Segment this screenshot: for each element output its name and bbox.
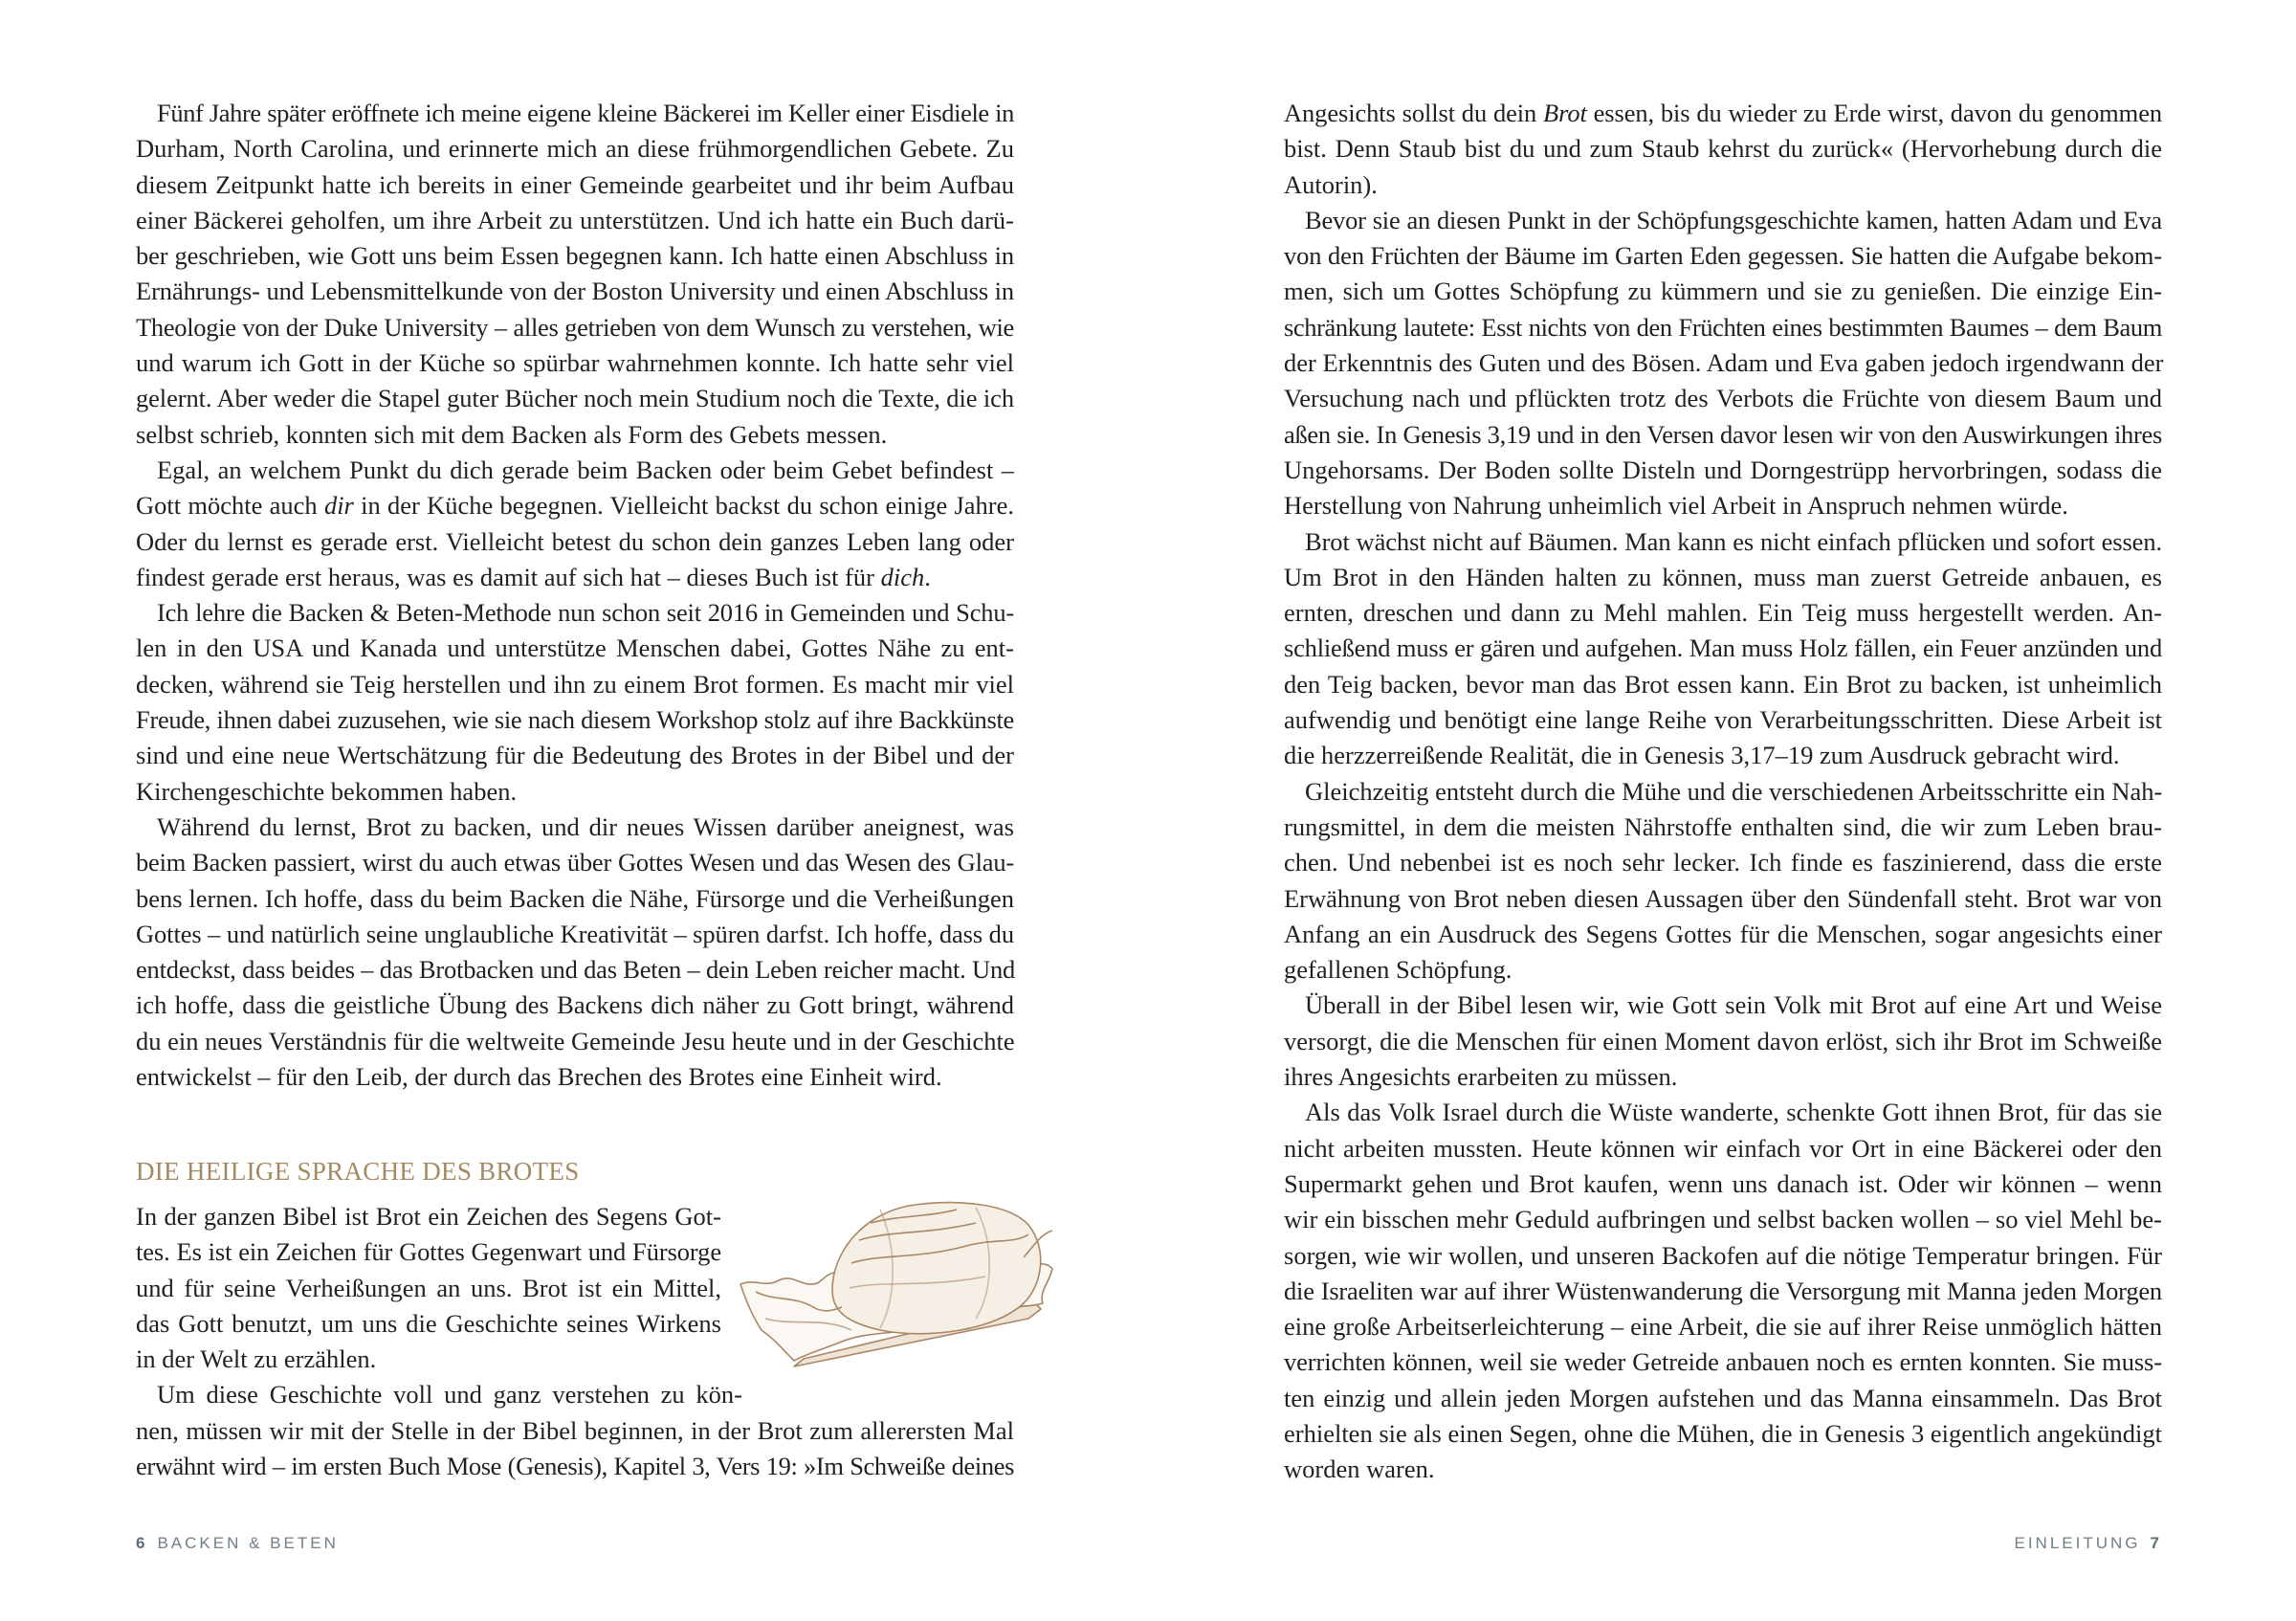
text-line: Supermarkt gehen und Brot kaufen, wenn uns danach ist. Oder wir können – wenn (1284, 1168, 2162, 1198)
text-line: In der ganzen Bibel ist Brot ein Zeichen des Segens Got- (136, 1202, 721, 1231)
emphasis: Brot (1543, 99, 1587, 127)
text-line: die Israeliten war auf ihrer Wüstenwanderung die Versorgung mit Manna jeden Morgen (1284, 1276, 2162, 1305)
text-line: Versuchung nach und pflückten trotz des Verbots die Früchte von diesem Baum und (1284, 384, 2162, 413)
text-line: Kirchengeschichte bekommen haben. (136, 776, 518, 806)
text-line: du ein neues Verständnis für die weltweite Gemeinde Jesu heute und in der Geschichte (136, 1026, 1015, 1055)
text-line: sorgen, wie wir wollen, und unseren Backofen auf die nötige Temperatur bringen. Für (1284, 1240, 2162, 1270)
text-line: Ich lehre die Backen & Beten-Methode nun schon seit 2016 in Gemeinden und Schu- (157, 598, 1014, 628)
page-number: 6 (136, 1534, 148, 1552)
text-line: wir ein bisschen mehr Geduld aufbringen und selbst backen wollen – so viel Mehl be- (1284, 1205, 2162, 1234)
text-line: Bevor sie an diesen Punkt in der Schöpfungsgeschichte kamen, hatten Adam und Eva (1305, 205, 2162, 234)
text-line: und warum ich Gott in der Küche so spürbar wahrnehmen konnte. Ich hatte sehr viel (136, 348, 1014, 378)
left-folio (136, 1534, 339, 1553)
text-line: schließend muss er gären und aufgehen. Man muss Holz fällen, ein Feuer anzünden und (1284, 633, 2162, 663)
text-line: decken, während sie Teig herstellen und ihn zu einem Brot formen. Es macht mir viel (136, 669, 1014, 699)
text-line: das Gott benutzt, um uns die Geschichte seines Wirkens (136, 1308, 721, 1338)
text-line: tes. Es ist ein Zeichen für Gottes Gegenwart und Fürsorge (136, 1237, 721, 1267)
paragraph (1284, 774, 2162, 988)
text-run: Angesichts sollst du dein (1284, 99, 1544, 127)
text-line: die herzzerreißende Realität, die in Genesis 3,17–19 zum Ausdruck gebracht wird. (1284, 741, 2120, 770)
text-run: in der Küche begegnen. Vielleicht backst du schon einige Jahre. (353, 491, 1015, 521)
text-line: ber geschrieben, wie Gott uns beim Essen begegnen kann. Ich hatte einen Abschluss in (136, 241, 1014, 271)
text-line: aufwendig und benötigt eine lange Reihe von Verarbeitungsschritten. Diese Arbeit ist (1284, 705, 2162, 735)
text-line: ernten, dreschen und dann zu Mehl mahlen. Ein Teig muss hergestellt werden. An- (1284, 598, 2162, 628)
text-line: bist. Denn Staub bist du und zum Staub kehrst du zurück« (Hervorhebung durch die (1284, 134, 2162, 164)
text-line: Theologie von der Duke University – alles getrieben von dem Wunsch zu verstehen, wie (136, 312, 1014, 342)
text-run: . (924, 562, 931, 591)
paragraph (136, 453, 1014, 595)
text-line: ten einzig und allein jeden Morgen aufstehen und das Manna einsammeln. Das Brot (1284, 1383, 2162, 1412)
paragraph (1284, 1095, 2162, 1487)
text-line: Ernährungs- und Lebensmittelkunde von der Boston University und einen Abschluss in (136, 277, 1014, 306)
text-line: sind und eine neue Wertschätzung für die Bedeutung des Brotes in der Bibel und der (136, 741, 1014, 770)
text-line: Um Brot in den Händen halten zu können, muss man zuerst Getreide anbauen, es (1284, 562, 2162, 591)
text-line: gelernt. Aber weder die Stapel guter Bücher noch mein Studium noch die Texte, die ich (136, 384, 1014, 413)
paragraph (1284, 96, 2162, 203)
text-line: worden waren. (1284, 1454, 1435, 1484)
text-line: nen, müssen wir mit der Stelle in der Bibel beginnen, in der Brot zum allerersten Mal (136, 1415, 1014, 1445)
running-title: BACKEN & BETEN (157, 1534, 339, 1552)
text-line: beim Backen passiert, wirst du auch etwas über Gottes Wesen und das Wesen des Glau- (136, 848, 1014, 877)
text-line: rungsmittel, in dem die meisten Nährstoffe enthalten sind, die wir zum Leben brau- (1284, 811, 2162, 841)
text-line: men, sich um Gottes Schöpfung zu kümmern und sie zu genießen. Die einzige Ein- (1284, 277, 2162, 306)
text-line: der Erkenntnis des Guten und des Bösen. Adam und Eva gaben jedoch irgendwann der (1284, 348, 2164, 378)
text-line: Erwähnung von Brot neben diesen Aussagen über den Sündenfall steht. Brot war von (1284, 883, 2162, 913)
text-line: Ungehorsams. Der Boden sollte Disteln und Dorngestrüpp hervorbringen, sodass die (1284, 455, 2162, 484)
text-line: Brot wächst nicht auf Bäumen. Man kann es nicht einfach pflücken und sofort essen. (1305, 526, 2162, 556)
text-line: erhielten sie als einen Segen, ohne die Mühen, die in Genesis 3 eigentlich angekündigt (1284, 1418, 2162, 1448)
text-line: Fünf Jahre später eröffnete ich meine eigene kleine Bäckerei im Keller einer Eisdiele in (157, 99, 1014, 127)
emphasis: dir (323, 491, 354, 521)
text-line: bens lernen. Ich hoffe, dass du beim Backen die Nähe, Fürsorge und die Verheißungen (136, 883, 1014, 913)
text-line: Während du lernst, Brot zu backen, und dir neues Wissen darüber aneignest, was (157, 811, 1014, 841)
text-run: Gott möchte auch (136, 491, 324, 521)
text-line: ich hoffe, dass die geistliche Übung des Backens dich näher zu Gott bringt, während (136, 990, 1014, 1020)
text-line: Autorin). (1284, 169, 1378, 199)
text-line: einer Bäckerei geholfen, um ihre Arbeit zu unterstützen. Und ich hatte ein Buch darü- (136, 205, 1014, 234)
page-number: 7 (2150, 1534, 2162, 1552)
text-line: den Teig backen, bevor man das Brot essen kann. Ein Brot zu backen, ist unheimlich (1284, 669, 2162, 699)
emphasis: dich (880, 562, 925, 591)
text-line: ihres Angesichts erarbeiten zu müssen. (1284, 1062, 1678, 1092)
body-text (1284, 96, 2162, 1488)
text-line: nicht arbeiten mussten. Heute können wir einfach vor Ort in eine Bäckerei oder den (1284, 1133, 2162, 1163)
text-line (136, 560, 1014, 595)
text-line: selbst schrieb, konnten sich mit dem Backen als Form des Gebets messen. (136, 419, 888, 449)
text-line (1284, 96, 2162, 131)
text-line: Egal, an welchem Punkt du dich gerade beim Backen oder beim Gebet befindest – (157, 455, 1014, 484)
text-line: Überall in der Bibel lesen wir, wie Gott sein Volk mit Brot auf eine Art und Weise (1305, 990, 2162, 1020)
text-line: Freude, ihnen dabei zuzusehen, wie sie nach diesem Workshop stolz auf ihre Backkünste (136, 705, 1014, 735)
text-run: findest gerade erst heraus, was es damit auf sich hat – dieses Buch ist für (136, 562, 881, 591)
text-line: Als das Volk Israel durch die Wüste wanderte, schenkte Gott ihnen Brot, für das sie (1305, 1098, 2162, 1127)
text-line: Durham, North Carolina, und erinnerte mich an diese frühmorgendlichen Gebete. Zu (136, 134, 1014, 164)
paragraph (1284, 524, 2162, 774)
text-line: len in den USA und Kanada und unterstütze Menschen dabei, Gottes Nähe zu ent- (136, 633, 1014, 663)
running-title: EINLEITUNG (2014, 1534, 2141, 1552)
text-line: Gleichzeitig entsteht durch die Mühe und die verschiedenen Arbeitsschritte ein Nah- (1305, 776, 2163, 806)
right-folio (2015, 1534, 2163, 1553)
text-line: chen. Und nebenbei ist es noch sehr lecker. Ich finde es faszinierend, dass die erste (1284, 848, 2162, 877)
paragraph (136, 595, 1014, 810)
body-text (136, 96, 1014, 1095)
section-heading: DIE HEILIGE SPRACHE DES BROTES (136, 1157, 580, 1186)
text-line: versorgt, die die Menschen für einen Moment davon erlöst, sich ihr Brot im Schweiße (1284, 1026, 2162, 1055)
text-line: in der Welt zu erzählen. (136, 1344, 377, 1374)
text-line: Herstellung von Nahrung unheimlich viel Arbeit in Anspruch nehmen würde. (1284, 491, 2068, 521)
paragraph (1284, 988, 2162, 1095)
text-run: essen, bis du wieder zu Erde wirst, davon du genommen (1586, 99, 2163, 127)
text-line: entdeckst, dass beides – das Brotbacken und das Beten – dein Leben reicher macht. Und (136, 955, 1016, 985)
right-page (1148, 0, 2296, 1621)
text-line: diesem Zeitpunkt hatte ich bereits in einer Gemeinde gearbeitet und ihr beim Aufbau (136, 169, 1014, 199)
text-line: Oder du lernst es gerade erst. Vielleicht betest du schon dein ganzes Leben lang oder (136, 526, 1014, 556)
text-line: Um diese Geschichte voll und ganz verstehen zu kön- (157, 1380, 742, 1410)
text-line (136, 488, 1014, 523)
bread-loaf-illustration (737, 1196, 1057, 1378)
text-line: aßen sie. In Genesis 3,19 und in den Versen davor lesen wir von den Auswirkungen ihres (1284, 419, 2162, 449)
text-line: gefallenen Schöpfung. (1284, 955, 1512, 985)
text-line: schränkung lautete: Esst nichts von den Früchten eines bestimmten Baumes – dem Baum (1284, 312, 2162, 342)
text-line: Gottes – und natürlich seine unglaubliche Kreativität – spüren darfst. Ich hoffe, dass du (136, 919, 1014, 948)
paragraph (136, 1377, 1014, 1484)
text-line: erwähnt wird – im ersten Buch Mose (Genesis), Kapitel 3, Vers 19: »Im Schweiße deines (136, 1452, 1014, 1481)
text-line: Anfang an ein Ausdruck des Segens Gottes für die Menschen, sogar angesichts einer (1284, 919, 2162, 948)
paragraph (1284, 203, 2162, 524)
text-line: eine große Arbeitserleichterung – eine Arbeit, die sie auf ihrer Reise unmöglich hätten (1284, 1312, 2162, 1342)
paragraph (136, 96, 1014, 453)
text-line: verrichten können, weil sie weder Getreide anbauen noch es ernten konnten. Sie muss- (1284, 1347, 2162, 1377)
text-line: entwickelst – für den Leib, der durch das Brechen des Brotes eine Einheit wird. (136, 1062, 942, 1092)
paragraph (136, 810, 1014, 1095)
text-line: und für seine Verheißungen an uns. Brot ist ein Mittel, (136, 1273, 721, 1302)
text-line: von den Früchten der Bäume im Garten Eden gegessen. Sie hatten die Aufgabe bekom- (1284, 241, 2162, 271)
